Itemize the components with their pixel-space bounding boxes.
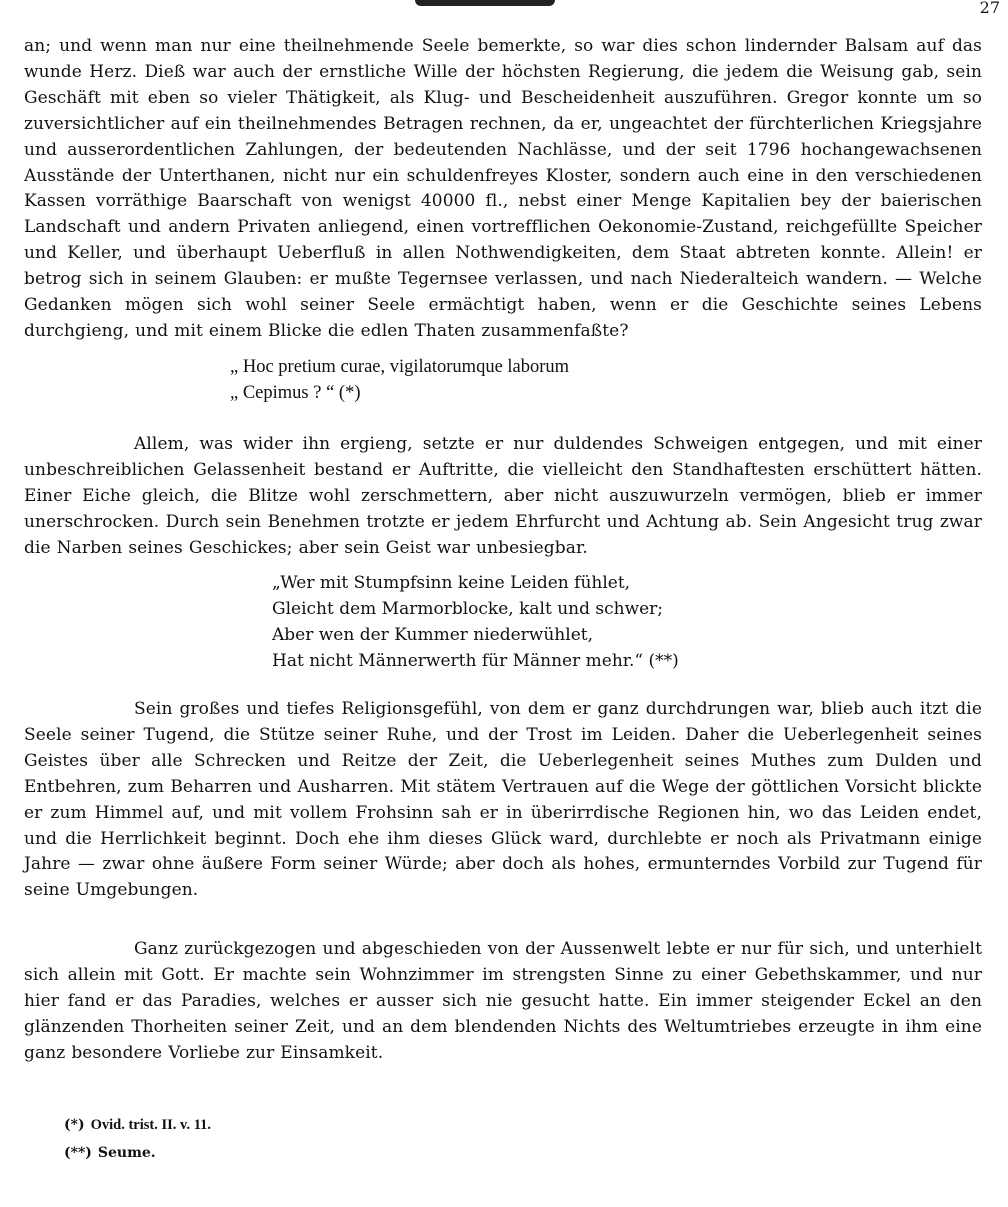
header-ornament-rule (415, 0, 555, 6)
paragraph-1: an; und wenn man nur eine theilnehmende Seele bemerkte, so war dies schon lindernder Balsam auf das wunde Herz. Dieß war auch der ernstliche Wille der höchsten Regierung, die jedem die Weisung gab, sein Geschäft mit eben so vieler Thätigkeit, als Klug- und Bescheidenheit auszuführen. Gregor konnte um so zuversichtlicher auf ein theilnehmendes Betragen rechnen, da er, ungeachtet der fürchterlichen Kriegsjahre und ausserordentlichen Zahlungen, der bedeutenden Nachlässe, und der seit 1796 hochangewachsenen Ausstände der Unterthanen, nicht nur ein schuldenfreyes Kloster, sondern auch eine in den verschiedenen Kassen vorräthige Baarschaft von wenigst 40000 fl., nebst einer Menge Kapitalien bey der baierischen Landschaft und andern Privaten anliegend, einen vortrefflichen Oekonomie-Zustand, reichgefüllte Speicher und Keller, und überhaupt Ueberfluß in allen Nothwendigkeiten, dem Staat abtreten konnte. Allein! er betrog sich in seinem Glauben: er mußte Tegernsee verlassen, und nach Niederalteich wandern. — Welche Gedanken mögen sich wohl seiner Seele ermächtigt haben, wenn er die Geschichte seines Lebens durchgieng, und mit einem Blicke die edlen Thaten zusammenfaßte? (24, 36, 982, 341)
german-verse (272, 571, 679, 675)
german-verse-line-1: „Wer mit Stumpfsinn keine Leiden fühlet, (272, 573, 631, 593)
paragraph-4: Ganz zurückgezogen und abgeschieden von der Aussenwelt lebte er nur für sich, und unterhielt sich allein mit Gott. Er machte sein Wohnzimmer im strengsten Sinne zu einer Gebethskammer, und nur hier fand er das Paradies, welches er ausser sich nie gesucht hatte. Ein immer steigender Eckel an den glänzenden Thorheiten seiner Zeit, und an dem blendenden Nichts des Weltumtriebes erzeugte in ihm eine ganz besondere Vorliebe zur Einsamkeit. (24, 939, 982, 1063)
footnote-2 (64, 1143, 156, 1163)
footnote-1-mark: (*) (64, 1117, 85, 1133)
latin-quote (230, 355, 569, 407)
footnote-1 (64, 1115, 211, 1135)
page-number: 27 (979, 0, 1000, 17)
latin-quote-line-2: „ Cepimus ? “ (*) (230, 382, 361, 403)
german-verse-line-4: Hat nicht Männerwerth für Männer mehr.“ (**) (272, 650, 679, 671)
footnote-2-text: Seume. (97, 1145, 156, 1161)
paragraph-2: Allem, was wider ihn ergieng, setzte er nur duldendes Schweigen entgegen, und mit einer unbeschreiblichen Gelassenheit bestand er Auftritte, die vielleicht den Standhaftesten erschüttert hätten. Einer Eiche gleich, die Blitze wohl zerschmettern, aber nicht auszuwurzeln vermögen, blieb er immer unerschrocken. Durch sein Benehmen trotzte er jedem Ehrfurcht und Achtung ab. Sein Angesicht trug zwar die Narben seines Geschickes; aber sein Geist war unbesiegbar. (24, 434, 982, 558)
footnote-1-text: Ovid. trist. II. v. 11. (90, 1117, 212, 1133)
german-verse-line-2: Gleicht dem Marmorblocke, kalt und schwer; (272, 598, 664, 619)
german-verse-line-3: Aber wen der Kummer niederwühlet, (272, 624, 593, 645)
paragraph-3: Sein großes und tiefes Religionsgefühl, von dem er ganz durchdrungen war, blieb auch itzt die Seele seiner Tugend, die Stütze seiner Ruhe, und der Trost im Leiden. Daher die Ueberlegenheit seines Geistes über alle Schrecken und Reitze der Zeit, die Ueberlegenheit seines Muthes zum Dulden und Entbehren, zum Beharren und Ausharren. Mit stätem Vertrauen auf die Wege der göttlichen Vorsicht blickte er zum Himmel auf, und mit vollem Frohsinn sah er in überirrdische Regionen hin, wo das Leiden endet, und die Herrlichkeit beginnt. Doch ehe ihm dieses Glück ward, durchlebte er noch als Privatmann einige Jahre — zwar ohne äußere Form seiner Würde; aber doch als hohes, ermunterndes Vorbild zur Tugend für seine Umgebungen. (24, 699, 982, 901)
latin-quote-line-1: „ Hoc pretium curae, vigilatorumque laborum (230, 357, 570, 377)
footnote-2-mark: (**) (64, 1145, 92, 1161)
